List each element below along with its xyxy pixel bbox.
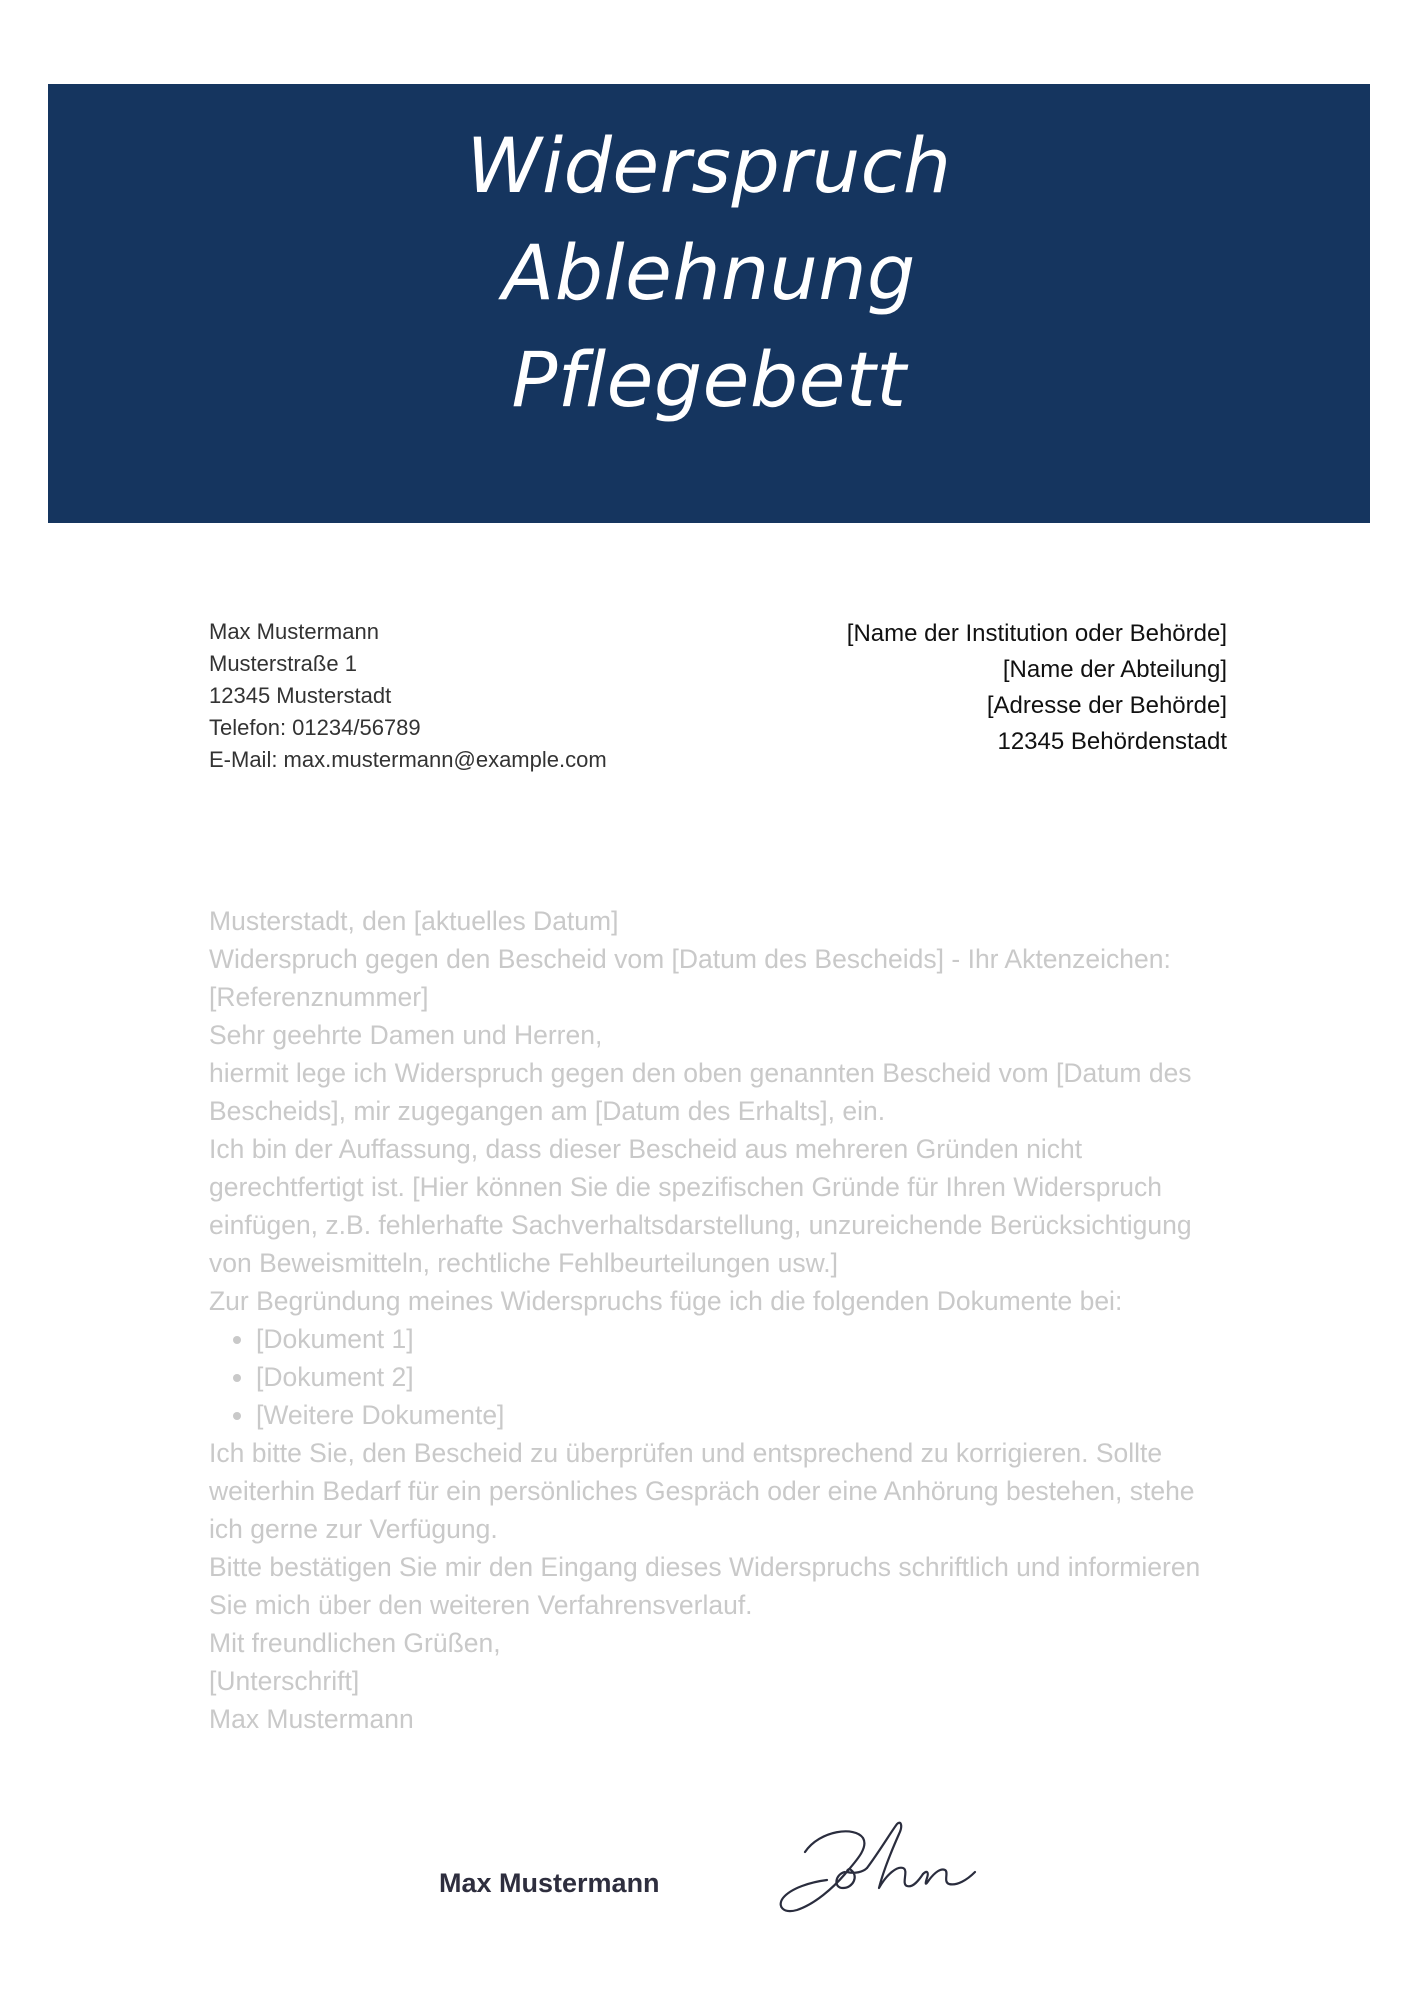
recipient-street: [Adresse der Behörde] — [986, 692, 1227, 719]
document-list — [209, 1320, 1209, 1434]
recipient-city: 12345 Behördenstadt — [997, 728, 1227, 755]
sender-street: Musterstraße 1 — [209, 651, 357, 676]
subject-line: Widerspruch gegen den Bescheid vom [Datum des Bescheids] - Ihr Aktenzeichen: [Referenznummer] — [209, 944, 1171, 1012]
signature-placeholder: [Unterschrift] — [209, 1666, 360, 1696]
footer-name: Max Mustermann — [439, 1868, 660, 1898]
paragraph-2: Ich bin der Auffassung, dass dieser Bescheid aus mehreren Gründen nicht gerechtfertigt ist. [Hier können Sie die spezifischen Gründe für Ihren Widerspruch einfügen, z.B. fehlerhafte Sachverhaltsdarstellung, unzureichende Berücksichtigung von Beweismitteln, rechtliche Fehlbeurteilungen usw.] — [209, 1134, 1192, 1278]
paragraph-5: Bitte bestätigen Sie mir den Eingang dieses Widerspruchs schriftlich und informieren Sie mich über den weiteren Verfahrensverlauf. — [209, 1552, 1201, 1620]
sender-phone: Telefon: 01234/56789 — [209, 715, 421, 740]
sender-address — [209, 616, 729, 776]
signer-name: Max Mustermann — [209, 1704, 414, 1734]
closing: Mit freundlichen Grüßen, — [209, 1628, 501, 1658]
paragraph-3: Zur Begründung meines Widerspruchs füge ich die folgenden Dokumente bei: — [209, 1286, 1123, 1316]
sender-city: 12345 Musterstadt — [209, 683, 392, 708]
salutation: Sehr geehrte Damen und Herren, — [209, 1020, 603, 1050]
letter-body — [209, 902, 1209, 1738]
document-item-1: • [Dokument 1] — [256, 1320, 1209, 1358]
recipient-institution: [Name der Institution oder Behörde] — [846, 620, 1227, 647]
sender-email: E-Mail: max.mustermann@example.com — [209, 747, 607, 772]
sender-name: Max Mustermann — [209, 619, 379, 644]
document-item-2: • [Dokument 2] — [256, 1358, 1209, 1396]
document-item-3: • [Weitere Dokumente] — [256, 1396, 1209, 1434]
title-line-3: Pflegebett — [511, 335, 907, 424]
paragraph-4: Ich bitte Sie, den Bescheid zu überprüfen und entsprechend zu korrigieren. Sollte weiterhin Bedarf für ein persönliches Gespräch oder eine Anhörung bestehen, stehe ich gerne zur Verfügung. — [209, 1438, 1195, 1544]
header-banner — [48, 84, 1370, 523]
paragraph-1: hiermit lege ich Widerspruch gegen den oben genannten Bescheid vom [Datum des Bescheids], mir zugegangen am [Datum des Erhalts], ein. — [209, 1058, 1192, 1126]
date-line: Musterstadt, den [aktuelles Datum] — [209, 906, 619, 936]
recipient-address — [667, 616, 1227, 760]
title-line-2: Ablehnung — [502, 228, 916, 317]
recipient-department: [Name der Abteilung] — [1002, 656, 1227, 683]
signature-image — [775, 1812, 985, 1927]
title-line-1: Widerspruch — [466, 121, 952, 210]
